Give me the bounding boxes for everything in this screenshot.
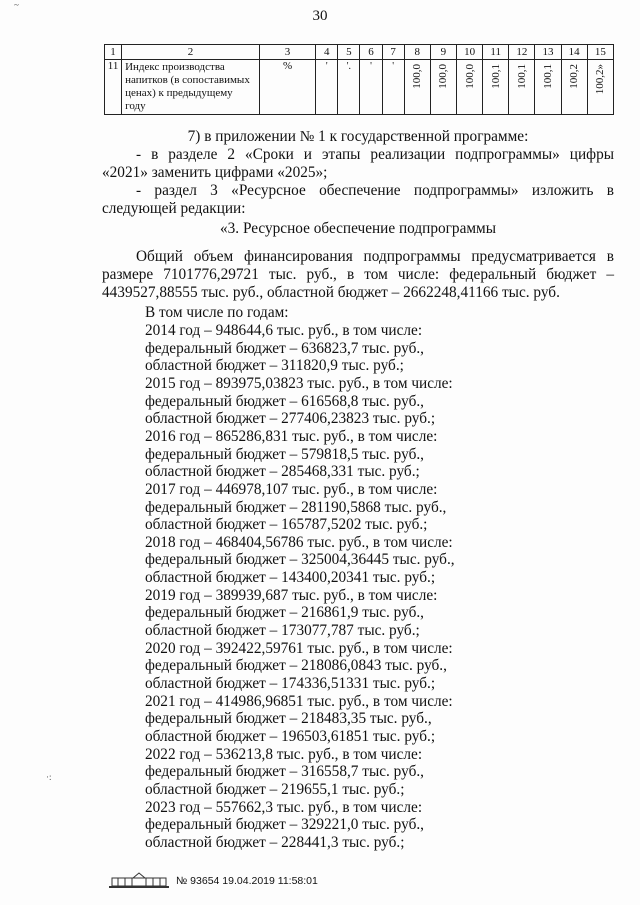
indicator-table bbox=[104, 44, 614, 115]
registration-stamp: № 93654 19.04.2019 11:58:01 bbox=[176, 875, 318, 887]
unit-cell: % bbox=[259, 60, 315, 115]
amendment-item: 7) в приложении № 1 к государственной программе: bbox=[187, 128, 529, 145]
year-federal-line: федеральный бюджет – 316558,7 тыс. руб., bbox=[145, 763, 424, 781]
header-cell: 8 bbox=[404, 45, 430, 60]
value-cell bbox=[404, 60, 430, 115]
header-cell: 9 bbox=[430, 45, 456, 60]
amendment-line: «2021» заменить цифрами «2025»; bbox=[102, 164, 328, 181]
year-total-line: 2020 год – 392422,59761 тыс. руб., в том числе: bbox=[145, 639, 453, 657]
year-regional-line: областной бюджет – 174336,51331 тыс. руб.; bbox=[145, 675, 436, 692]
dash-mark: '. bbox=[346, 61, 352, 72]
year-total-line: 2023 год – 557662,3 тыс. руб., в том числе: bbox=[145, 798, 423, 816]
value-text: 100,1 bbox=[515, 64, 528, 89]
year-federal-line: федеральный бюджет – 616568,8 тыс. руб., bbox=[145, 392, 424, 410]
header-cell: 1 bbox=[105, 45, 122, 60]
value-cell bbox=[338, 60, 360, 115]
header-cell: 4 bbox=[316, 45, 338, 60]
header-cell: 3 bbox=[259, 45, 315, 60]
year-total-line: 2021 год – 414986,96851 тыс. руб., в том числе: bbox=[145, 692, 453, 710]
year-federal-line: федеральный бюджет – 218086,0843 тыс. руб., bbox=[145, 657, 447, 675]
document-footer bbox=[108, 872, 318, 890]
header-cell: 5 bbox=[338, 45, 360, 60]
table-header-row bbox=[105, 45, 614, 60]
value-cell bbox=[430, 60, 456, 115]
year-federal-line: федеральный бюджет – 218483,35 тыс. руб., bbox=[145, 710, 432, 728]
value-text: 100,1 bbox=[541, 64, 554, 89]
funding-paragraph-line: размере 7101776,29721 тыс. руб., в том числе: федеральный бюджет – bbox=[102, 266, 614, 283]
funding-paragraph-line: 4439527,88555 тыс. руб., областной бюджет – 2662248,41166 тыс. руб. bbox=[102, 284, 560, 301]
value-cell bbox=[457, 60, 483, 115]
amendment-line: - раздел 3 «Ресурсное обеспечение подпрограммы» изложить в bbox=[136, 182, 614, 199]
year-federal-line: федеральный бюджет – 281190,5868 тыс. руб., bbox=[145, 498, 447, 516]
value-cell bbox=[483, 60, 509, 115]
year-federal-line: федеральный бюджет – 636823,7 тыс. руб., bbox=[145, 339, 424, 357]
year-total-line: 2016 год – 865286,831 тыс. руб., в том числе: bbox=[145, 427, 438, 445]
dash-mark: ' bbox=[392, 61, 395, 72]
value-cell bbox=[535, 60, 561, 115]
scan-mark: ~ bbox=[14, 0, 19, 10]
value-text: 100,0 bbox=[437, 64, 450, 89]
dash-mark: ' bbox=[370, 61, 372, 72]
year-regional-line: областной бюджет – 311820,9 тыс. руб.; bbox=[145, 357, 404, 375]
header-cell: 15 bbox=[587, 45, 613, 60]
year-total-line: 2017 год – 446978,107 тыс. руб., в том числе: bbox=[145, 480, 438, 498]
value-cell bbox=[382, 60, 404, 115]
header-cell: 11 bbox=[483, 45, 509, 60]
year-total-line: 2019 год – 389939,687 тыс. руб., в том числе: bbox=[145, 586, 438, 604]
value-cell bbox=[509, 60, 535, 115]
amendment-line: следующей редакции: bbox=[102, 200, 246, 217]
value-cell bbox=[587, 60, 613, 115]
year-total-line: 2018 год – 468404,56786 тыс. руб., в том числе: bbox=[145, 533, 453, 551]
year-federal-line: федеральный бюджет – 325004,36445 тыс. руб., bbox=[145, 551, 455, 569]
year-total-line: 2014 год – 948644,6 тыс. руб., в том числе: bbox=[145, 322, 423, 339]
year-regional-line: областной бюджет – 196503,61851 тыс. руб.; bbox=[145, 727, 436, 745]
government-building-icon bbox=[108, 872, 170, 890]
value-cell bbox=[360, 60, 382, 115]
amendment-line: - в разделе 2 «Сроки и этапы реализации подпрограммы» цифры bbox=[136, 146, 614, 163]
year-regional-line: областной бюджет – 277406,23823 тыс. руб.; bbox=[145, 410, 436, 428]
indicator-name: Индекс производства напитков (в сопоставимых ценах) к предыдущему году bbox=[122, 60, 260, 115]
year-regional-line: областной бюджет – 219655,1 тыс. руб.; bbox=[145, 780, 405, 798]
value-text: 100,1 bbox=[489, 64, 502, 89]
funding-paragraph-line: Общий объем финансирования подпрограммы предусматривается в bbox=[136, 248, 614, 265]
year-federal-line: федеральный бюджет – 579818,5 тыс. руб., bbox=[145, 445, 424, 463]
year-total-line: 2015 год – 893975,03823 тыс. руб., в том числе: bbox=[145, 374, 453, 392]
header-cell: 12 bbox=[509, 45, 535, 60]
header-cell: 7 bbox=[382, 45, 404, 60]
page-number: 30 bbox=[312, 8, 328, 24]
header-cell: 2 bbox=[122, 45, 260, 60]
scan-mark: ·: bbox=[46, 772, 52, 782]
year-regional-line: областной бюджет – 285468,331 тыс. руб.; bbox=[145, 463, 420, 481]
value-cell bbox=[561, 60, 587, 115]
value-cell bbox=[316, 60, 338, 115]
year-federal-line: федеральный бюджет – 329221,0 тыс. руб., bbox=[145, 816, 424, 834]
value-text: 100,0 bbox=[463, 64, 476, 89]
year-regional-line: областной бюджет – 173077,787 тыс. руб.; bbox=[145, 622, 420, 640]
value-text: 100,0 bbox=[411, 64, 424, 89]
table-row bbox=[105, 60, 614, 115]
header-cell: 6 bbox=[360, 45, 382, 60]
value-text: 100,2 bbox=[568, 64, 581, 89]
value-text: 100,2» bbox=[594, 64, 607, 95]
section-title: «3. Ресурсное обеспечение подпрограммы bbox=[220, 220, 496, 237]
by-years-heading: В том числе по годам: bbox=[145, 304, 289, 321]
dash-mark: ' bbox=[325, 61, 328, 72]
year-regional-line: областной бюджет – 143400,20341 тыс. руб.; bbox=[145, 569, 436, 587]
header-cell: 13 bbox=[535, 45, 561, 60]
header-cell: 14 bbox=[561, 45, 587, 60]
row-number: 11 bbox=[105, 60, 122, 115]
year-total-line: 2022 год – 536213,8 тыс. руб., в том числе: bbox=[145, 745, 423, 763]
year-federal-line: федеральный бюджет – 216861,9 тыс. руб., bbox=[145, 604, 424, 622]
header-cell: 10 bbox=[457, 45, 483, 60]
year-regional-line: областной бюджет – 165787,5202 тыс. руб.; bbox=[145, 516, 428, 534]
year-regional-line: областной бюджет – 228441,3 тыс. руб.; bbox=[145, 833, 405, 851]
